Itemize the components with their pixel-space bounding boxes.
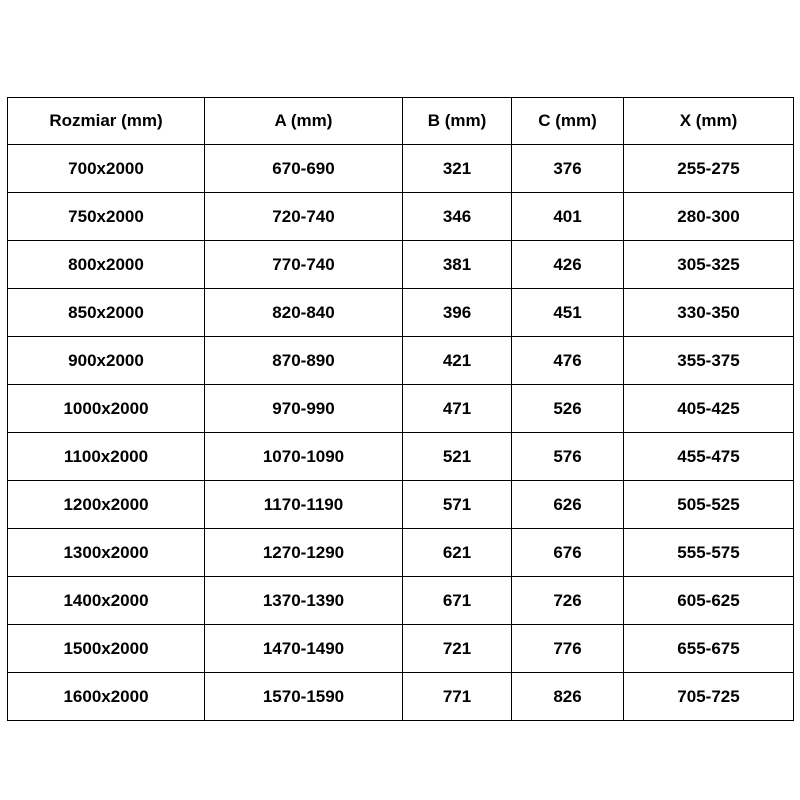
column-header-rozmiar: Rozmiar (mm) (8, 98, 205, 145)
cell-x: 255-275 (624, 145, 794, 193)
table-body (8, 145, 794, 721)
cell-x: 555-575 (624, 529, 794, 577)
column-header-a: A (mm) (205, 98, 403, 145)
cell-size: 1000x2000 (8, 385, 205, 433)
cell-size: 750x2000 (8, 193, 205, 241)
cell-size: 1100x2000 (8, 433, 205, 481)
table-row (8, 673, 794, 721)
cell-x: 505-525 (624, 481, 794, 529)
column-header-c: C (mm) (512, 98, 624, 145)
cell-a: 1270-1290 (205, 529, 403, 577)
cell-b: 381 (403, 241, 512, 289)
cell-b: 396 (403, 289, 512, 337)
cell-size: 1500x2000 (8, 625, 205, 673)
table-row (8, 145, 794, 193)
cell-x: 305-325 (624, 241, 794, 289)
cell-b: 421 (403, 337, 512, 385)
table-header (8, 98, 794, 145)
cell-c: 376 (512, 145, 624, 193)
cell-a: 870-890 (205, 337, 403, 385)
cell-c: 726 (512, 577, 624, 625)
cell-a: 1370-1390 (205, 577, 403, 625)
cell-x: 455-475 (624, 433, 794, 481)
cell-x: 605-625 (624, 577, 794, 625)
cell-b: 721 (403, 625, 512, 673)
column-header-b: B (mm) (403, 98, 512, 145)
cell-c: 576 (512, 433, 624, 481)
cell-a: 820-840 (205, 289, 403, 337)
cell-size: 900x2000 (8, 337, 205, 385)
cell-b: 521 (403, 433, 512, 481)
table-row (8, 385, 794, 433)
table-header-row (8, 98, 794, 145)
cell-size: 800x2000 (8, 241, 205, 289)
cell-a: 1070-1090 (205, 433, 403, 481)
table-row (8, 625, 794, 673)
cell-x: 330-350 (624, 289, 794, 337)
cell-size: 850x2000 (8, 289, 205, 337)
cell-b: 321 (403, 145, 512, 193)
cell-a: 770-740 (205, 241, 403, 289)
size-table-container (7, 97, 793, 721)
cell-b: 346 (403, 193, 512, 241)
cell-c: 676 (512, 529, 624, 577)
cell-b: 621 (403, 529, 512, 577)
cell-c: 626 (512, 481, 624, 529)
table-row (8, 577, 794, 625)
table-row (8, 289, 794, 337)
cell-b: 771 (403, 673, 512, 721)
cell-a: 720-740 (205, 193, 403, 241)
cell-c: 426 (512, 241, 624, 289)
cell-b: 671 (403, 577, 512, 625)
cell-size: 700x2000 (8, 145, 205, 193)
cell-size: 1600x2000 (8, 673, 205, 721)
cell-c: 776 (512, 625, 624, 673)
column-header-x: X (mm) (624, 98, 794, 145)
table-row (8, 481, 794, 529)
cell-a: 670-690 (205, 145, 403, 193)
cell-a: 1470-1490 (205, 625, 403, 673)
cell-x: 280-300 (624, 193, 794, 241)
table-row (8, 529, 794, 577)
cell-x: 705-725 (624, 673, 794, 721)
cell-x: 355-375 (624, 337, 794, 385)
cell-size: 1400x2000 (8, 577, 205, 625)
cell-a: 1570-1590 (205, 673, 403, 721)
cell-size: 1200x2000 (8, 481, 205, 529)
table-row (8, 193, 794, 241)
table-row (8, 337, 794, 385)
cell-c: 401 (512, 193, 624, 241)
cell-a: 1170-1190 (205, 481, 403, 529)
table-row (8, 433, 794, 481)
cell-c: 526 (512, 385, 624, 433)
cell-x: 655-675 (624, 625, 794, 673)
cell-b: 571 (403, 481, 512, 529)
cell-c: 476 (512, 337, 624, 385)
cell-size: 1300x2000 (8, 529, 205, 577)
cell-c: 826 (512, 673, 624, 721)
cell-x: 405-425 (624, 385, 794, 433)
table-row (8, 241, 794, 289)
size-table (7, 97, 794, 721)
cell-a: 970-990 (205, 385, 403, 433)
cell-c: 451 (512, 289, 624, 337)
cell-b: 471 (403, 385, 512, 433)
